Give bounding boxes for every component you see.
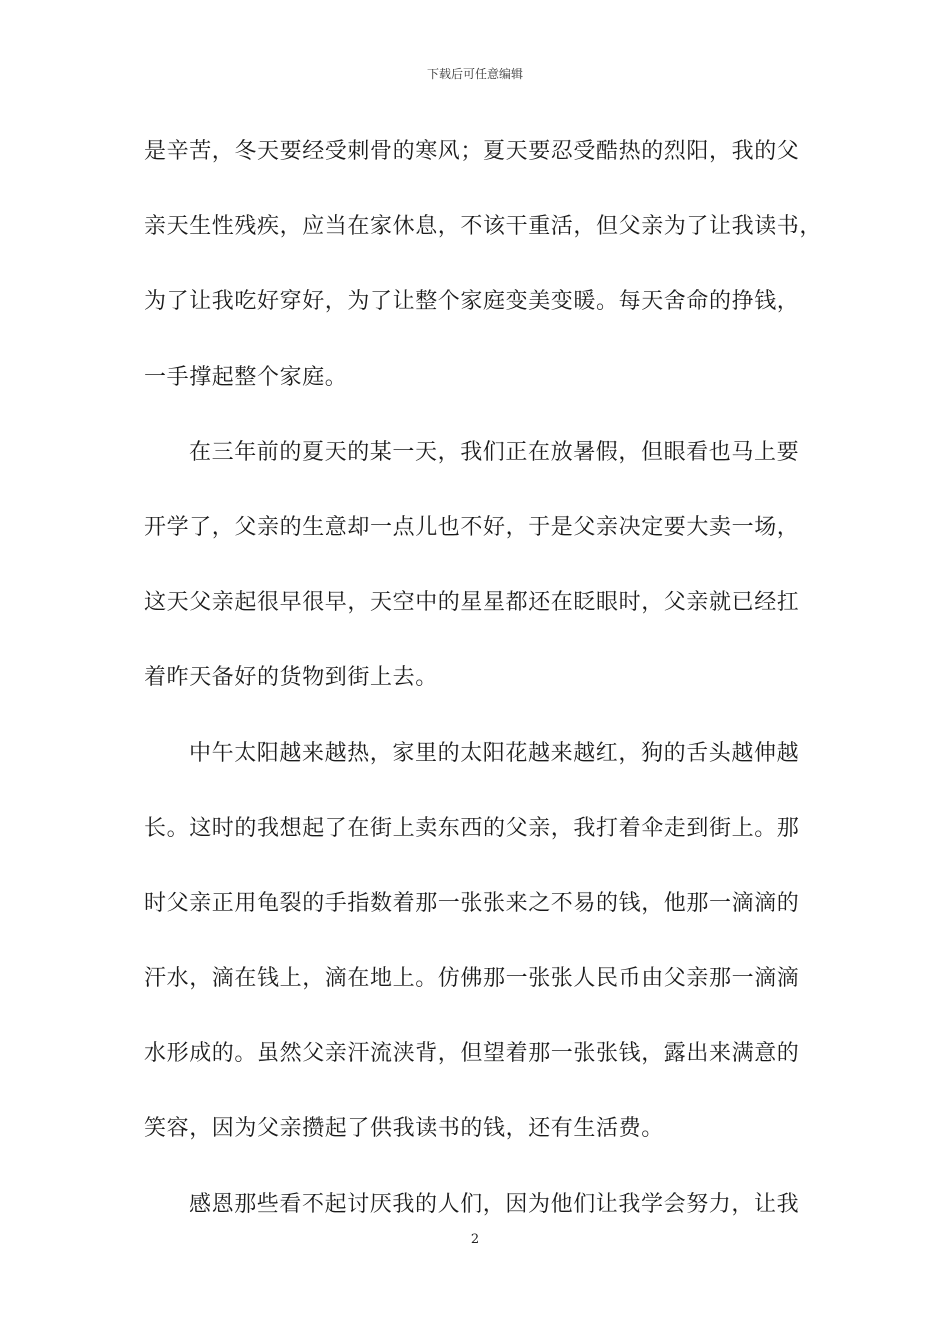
document-body: [144, 133, 823, 1261]
paragraph-first-line: 感恩那些看不起讨厌我的人们，因为他们让我学会努力，让我: [189, 1191, 800, 1217]
text-line: 着昨天备好的货物到街上去。: [144, 665, 438, 691]
page-number: 2: [470, 1232, 480, 1247]
text-line: 为了让我吃好穿好，为了让整个家庭变美变暖。每天舍命的挣钱，: [144, 289, 800, 315]
text-line: 汗水，滴在钱上，滴在地上。仿佛那一张张人民币由父亲那一滴滴: [144, 966, 800, 992]
text-line: 开学了，父亲的生意却一点儿也不好，于是父亲决定要大卖一场，: [144, 514, 800, 540]
text-line: 时父亲正用龟裂的手指数着那一张张来之不易的钱，他那一滴滴的: [144, 890, 800, 916]
text-line: 这天父亲起很早很早，天空中的星星都还在眨眼时，父亲就已经扛: [144, 590, 800, 616]
text-line: 长。这时的我想起了在街上卖东西的父亲，我打着伞走到街上。那: [144, 815, 800, 841]
paragraph-first-line: 中午太阳越来越热，家里的太阳花越来越红，狗的舌头越伸越: [189, 740, 800, 766]
text-line: 笑容，因为父亲攒起了供我读书的钱，还有生活费。: [144, 1116, 664, 1142]
text-line: 水形成的。虽然父亲汗流浃背，但望着那一张张钱，露出来满意的: [144, 1041, 800, 1067]
page-header: 下载后可任意编辑: [426, 67, 523, 81]
text-line: 亲天生性残疾，应当在家休息，不该干重活，但父亲为了让我读书，: [144, 214, 823, 240]
text-line: 是辛苦，冬天要经受刺骨的寒风；夏天要忍受酷热的烈阳，我的父: [144, 139, 800, 164]
text-line: 一手撑起整个家庭。: [144, 364, 348, 390]
paragraph-first-line: 在三年前的夏天的某一天，我们正在放暑假，但眼看也马上要: [189, 439, 800, 465]
